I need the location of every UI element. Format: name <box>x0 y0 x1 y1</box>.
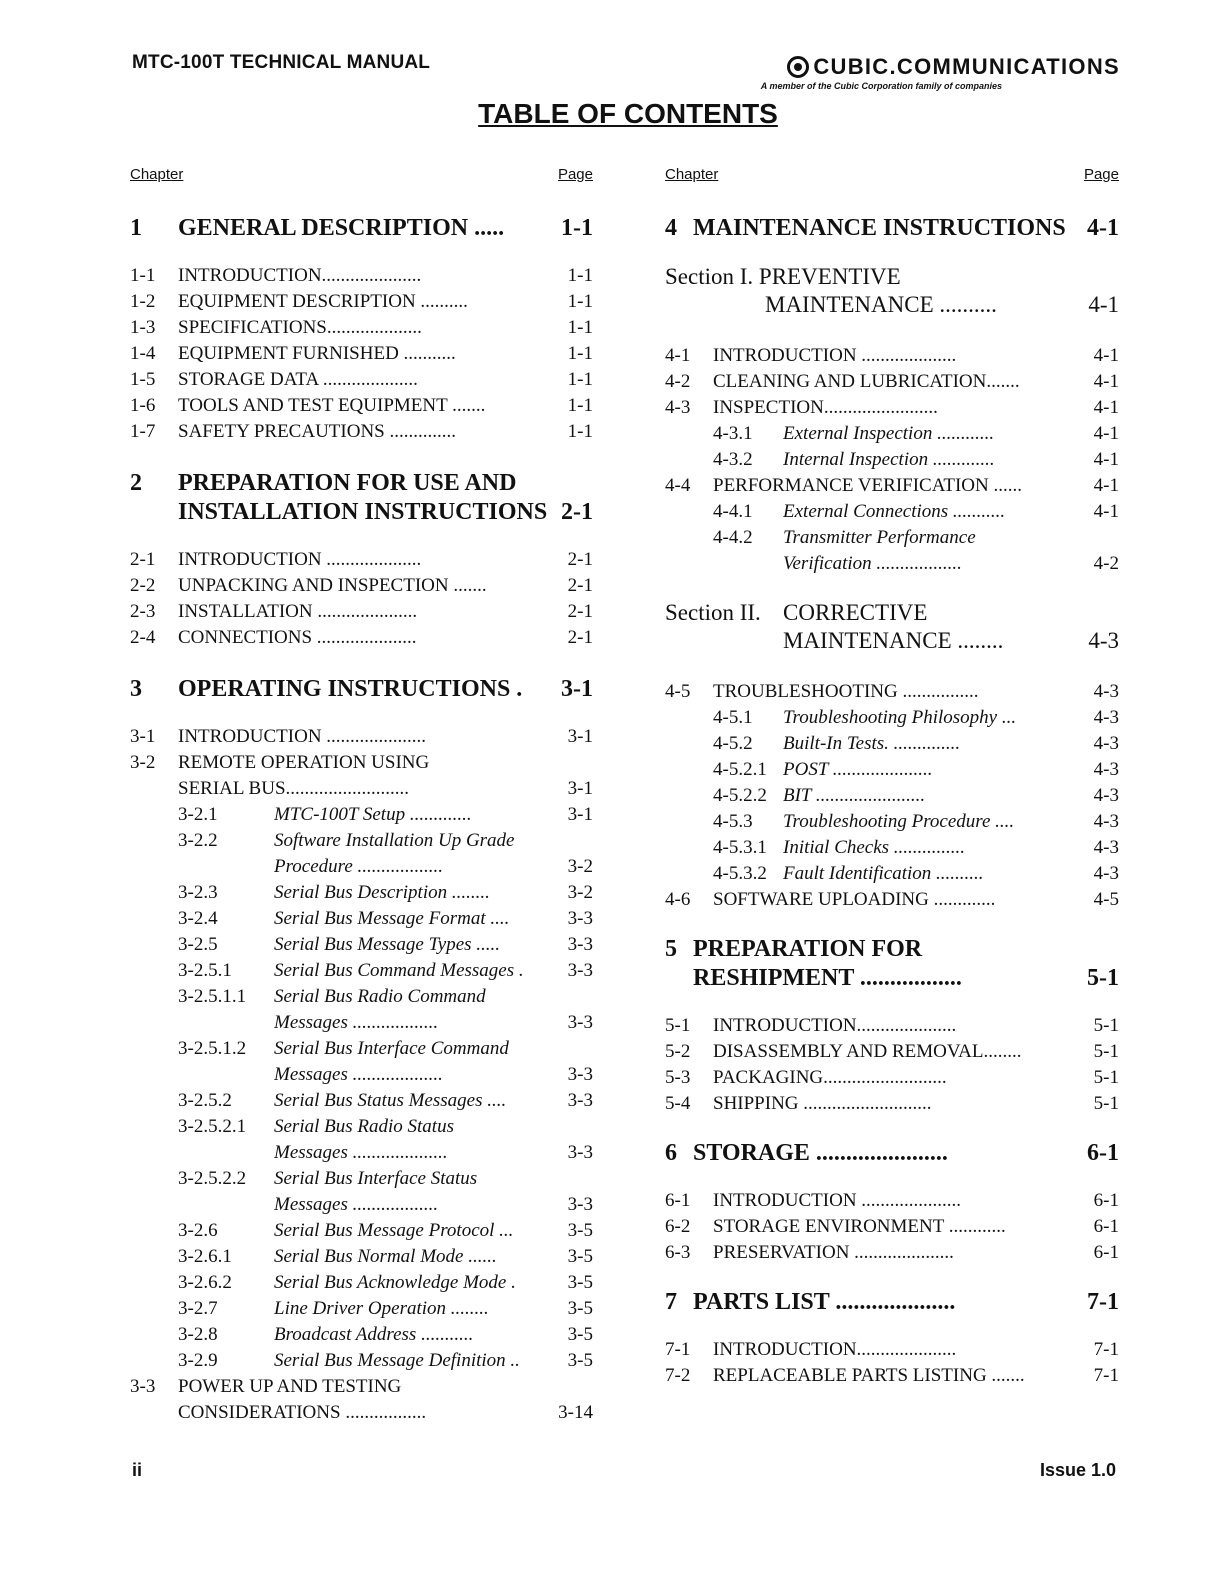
toc-entry <box>130 625 593 651</box>
entry-number: 4-4 <box>665 475 691 496</box>
entry-page: 4-1 <box>1093 501 1119 522</box>
entry-page: 1-1 <box>567 421 593 442</box>
entry-number: 4-5.1 <box>713 707 753 728</box>
entry-number: 6-1 <box>665 1190 691 1211</box>
entry-number: 5-1 <box>665 1015 691 1036</box>
toc-entry <box>130 315 593 341</box>
toc-subentry-continued: Verification .................. 4-2 <box>783 553 1119 574</box>
entry-number: 1-3 <box>130 317 156 338</box>
entry-number: 6-3 <box>665 1242 691 1263</box>
toc-entry <box>665 1214 1119 1240</box>
entry-title: DISASSEMBLY AND REMOVAL........ <box>713 1041 1022 1062</box>
entry-number: 4-5.2.2 <box>713 785 767 806</box>
entry-title: Built-In Tests. .............. <box>783 733 961 754</box>
chapter-title: OPERATING INSTRUCTIONS . <box>178 676 523 702</box>
chapter-5 <box>665 935 1119 993</box>
chapter-2-items <box>130 547 593 651</box>
entry-page: 5-1 <box>1093 1067 1119 1088</box>
entry-page: 4-3 <box>1093 811 1119 832</box>
brand-name: CUBIC.COMMUNICATIONS <box>813 54 1120 79</box>
entry-page: 4-1 <box>1093 345 1119 366</box>
toc-entry <box>665 1188 1119 1214</box>
entry-title: STORAGE DATA .................... <box>178 369 418 390</box>
chapter-title-line1: PREPARATION FOR USE AND <box>178 470 517 496</box>
toc-entry <box>665 369 1119 395</box>
chapter-title-line2: INSTALLATION INSTRUCTIONS <box>178 499 548 525</box>
toc-subentry <box>665 835 1119 861</box>
chapter-page: 5-1 <box>1087 965 1119 991</box>
entry-page: 4-3 <box>1093 837 1119 858</box>
entry-title: EQUIPMENT FURNISHED ........... <box>178 343 456 364</box>
toc-subentry: 3-2.3 Serial Bus Description ........ 3-2 <box>178 882 593 903</box>
entry-number: 4-5.2.1 <box>713 759 767 780</box>
chapter-4 <box>665 214 1119 243</box>
entry-title: TOOLS AND TEST EQUIPMENT ....... <box>178 395 486 416</box>
entry-title: INTRODUCTION..................... <box>178 265 422 286</box>
chapter-6 <box>665 1139 1119 1168</box>
toc-entry <box>665 1065 1119 1091</box>
toc-entry <box>665 473 1119 499</box>
entry-number: 4-5.3.2 <box>713 863 767 884</box>
column-header <box>665 162 1119 188</box>
page-header: Page <box>1083 166 1119 183</box>
chapter-page: 7-1 <box>1087 1289 1119 1315</box>
entry-page: 2-1 <box>567 601 593 622</box>
chapter-title: PARTS LIST .................... <box>693 1289 956 1315</box>
chapter-number: 6 <box>665 1140 677 1166</box>
entry-number: 7-1 <box>665 1339 691 1360</box>
chapter-7 <box>665 1288 1119 1317</box>
entry-page: 1-1 <box>567 291 593 312</box>
chapter-header: Chapter <box>130 166 184 183</box>
entry-page: 6-1 <box>1093 1242 1119 1263</box>
toc-subentry-continued: Messages ................... 3-3 <box>274 1064 593 1085</box>
entry-title: STORAGE ENVIRONMENT ............ <box>713 1216 1006 1237</box>
entry-page: 4-5 <box>1093 889 1119 910</box>
section-page: 4-1 <box>1088 292 1119 317</box>
entry-title: PERFORMANCE VERIFICATION ...... <box>713 475 1022 496</box>
entry-number: 4-6 <box>665 889 691 910</box>
toc-entry <box>130 573 593 599</box>
entry-page: 2-1 <box>567 627 593 648</box>
entry-page: 5-1 <box>1093 1015 1119 1036</box>
chapter-3-items <box>130 724 593 1426</box>
toc-entry <box>665 1039 1119 1065</box>
entry-page: 4-1 <box>1093 449 1119 470</box>
toc-subentry: 3-2.8 Broadcast Address ........... 3-5 <box>178 1324 593 1345</box>
chapter-number: 1 <box>130 215 142 241</box>
toc-subentry <box>665 499 1119 525</box>
chapter-1-items <box>130 263 593 445</box>
chapter-page: 1-1 <box>561 215 593 241</box>
toc-entry <box>130 419 593 445</box>
chapter-page: 2-1 <box>561 499 593 525</box>
entry-number: 5-3 <box>665 1067 691 1088</box>
brand-block <box>761 54 1120 91</box>
toc-subentry <box>665 809 1119 835</box>
section-title-line2-row <box>665 291 1119 319</box>
chapter-title <box>178 469 555 527</box>
entry-title: Internal Inspection ............. <box>783 449 995 470</box>
entry-page: 1-1 <box>567 265 593 286</box>
section-corrective <box>665 599 1119 655</box>
toc-subentry <box>665 757 1119 783</box>
toc-right-column <box>665 162 1119 1389</box>
entry-page: 4-1 <box>1093 371 1119 392</box>
entry-title: PRESERVATION ..................... <box>713 1242 954 1263</box>
entry-number: 1-1 <box>130 265 156 286</box>
entry-page: 1-1 <box>567 317 593 338</box>
section-label: Section II. <box>665 600 761 625</box>
toc-entry <box>665 1337 1119 1363</box>
issue-label: Issue 1.0 <box>1039 1460 1116 1480</box>
chapter-header: Chapter <box>665 166 719 183</box>
toc-subentry: 3-2.4 Serial Bus Message Format .... 3-3 <box>178 908 593 929</box>
entry-page: 1-1 <box>567 369 593 390</box>
cubic-logo-icon <box>787 56 809 78</box>
toc-subentry <box>665 861 1119 887</box>
chapter-number: 2 <box>130 470 142 496</box>
entry-number: 2-2 <box>130 575 156 596</box>
toc-subentry: 3-2.5.2.2 Serial Bus Interface Status <box>178 1168 478 1189</box>
entry-number: 5-4 <box>665 1093 691 1114</box>
entry-title: Troubleshooting Procedure .... <box>783 811 1015 832</box>
entry-number: 1-6 <box>130 395 156 416</box>
entry-page: 4-1 <box>1093 475 1119 496</box>
entry-title: EQUIPMENT DESCRIPTION .......... <box>178 291 468 312</box>
toc-entry-continued: SERIAL BUS.......................... 3-1 <box>178 778 593 799</box>
entry-page: 4-3 <box>1093 733 1119 754</box>
entry-number: 4-5.2 <box>713 733 753 754</box>
toc-subentry: 3-2.5.2 Serial Bus Status Messages .... 3-3 <box>178 1090 593 1111</box>
entry-title: PACKAGING.......................... <box>713 1067 947 1088</box>
chapter-page: 4-1 <box>1087 215 1119 241</box>
entry-number: 4-5 <box>665 681 691 702</box>
toc-entry <box>665 343 1119 369</box>
entry-number: 4-4.1 <box>713 501 753 522</box>
entry-title: POST ..................... <box>783 759 933 780</box>
entry-title: REPLACEABLE PARTS LISTING ....... <box>713 1365 1025 1386</box>
chapter-number: 3 <box>130 676 142 702</box>
toc-subentry: 3-2.9 Serial Bus Message Definition .. 3-5 <box>178 1350 593 1371</box>
entry-title: Initial Checks ............... <box>783 837 966 858</box>
toc-entry: 3-3 POWER UP AND TESTING <box>130 1376 402 1397</box>
section-title-line1: Section I. PREVENTIVE <box>665 264 901 289</box>
toc-subentry: 3-2.7 Line Driver Operation ........ 3-5 <box>178 1298 593 1319</box>
chapter-number: 4 <box>665 215 677 241</box>
toc-entry <box>130 599 593 625</box>
entry-number: 4-5.3 <box>713 811 753 832</box>
entry-number: 1-2 <box>130 291 156 312</box>
toc-entry <box>130 341 593 367</box>
section-title-line2-row <box>665 627 1119 655</box>
entry-page: 4-1 <box>1093 423 1119 444</box>
entry-title: INTRODUCTION .................... <box>178 549 422 570</box>
entry-title: Fault Identification .......... <box>783 863 984 884</box>
entry-page: 7-1 <box>1093 1365 1119 1386</box>
entry-title: SHIPPING ........................... <box>713 1093 932 1114</box>
manual-title: MTC-100T TECHNICAL MANUAL <box>132 52 431 73</box>
column-header <box>130 162 593 188</box>
entry-page: 1-1 <box>567 343 593 364</box>
entry-title: SAFETY PRECAUTIONS .............. <box>178 421 456 442</box>
entry-number: 2-1 <box>130 549 156 570</box>
chapter-number: 5 <box>665 936 677 962</box>
entry-page: 5-1 <box>1093 1093 1119 1114</box>
entry-number: 1-7 <box>130 421 156 442</box>
toc-subentry: 4-4.2 Transmitter Performance <box>713 527 976 548</box>
toc-subentry <box>665 783 1119 809</box>
toc-subentry: 3-2.5.2.1 Serial Bus Radio Status <box>178 1116 454 1137</box>
chapter-title: GENERAL DESCRIPTION ..... <box>178 215 505 241</box>
section-page: 4-3 <box>1088 628 1119 653</box>
toc-left-column <box>130 162 593 1426</box>
entry-number: 2-3 <box>130 601 156 622</box>
toc-subentry <box>665 421 1119 447</box>
toc-subentry-continued: Messages .................. 3-3 <box>274 1012 593 1033</box>
entry-title: BIT ....................... <box>783 785 926 806</box>
chapter-7-items <box>665 1337 1119 1389</box>
toc-entry <box>130 263 593 289</box>
entry-title: Troubleshooting Philosophy ... <box>783 707 1017 728</box>
entry-page: 2-1 <box>567 575 593 596</box>
entry-page: 2-1 <box>567 549 593 570</box>
entry-number: 4-5.3.1 <box>713 837 767 858</box>
chapter-number: 7 <box>665 1289 677 1315</box>
chapter-page: 3-1 <box>561 676 593 702</box>
entry-page: 7-1 <box>1093 1339 1119 1360</box>
toc-entry <box>665 1363 1119 1389</box>
toc-subentry: 3-2.5.1.2 Serial Bus Interface Command <box>178 1038 509 1059</box>
chapter-title: STORAGE ...................... <box>693 1140 948 1166</box>
entry-title: External Connections ........... <box>783 501 1006 522</box>
toc-entry <box>130 289 593 315</box>
toc-entry <box>665 1091 1119 1117</box>
page-header: Page <box>557 166 593 183</box>
entry-number: 7-2 <box>665 1365 691 1386</box>
chapter-page: 6-1 <box>1087 1140 1119 1166</box>
entry-title: UNPACKING AND INSPECTION ....... <box>178 575 487 596</box>
chapter-2 <box>130 469 593 527</box>
entry-number: 4-2 <box>665 371 691 392</box>
page-title: TABLE OF CONTENTS <box>478 98 778 129</box>
entry-title: CLEANING AND LUBRICATION....... <box>713 371 1020 392</box>
toc-entry <box>665 887 1119 913</box>
section-preventive <box>665 263 1119 319</box>
toc-subentry <box>665 731 1119 757</box>
entry-title: INTRODUCTION .................... <box>713 345 957 366</box>
entry-title: CONNECTIONS ..................... <box>178 627 417 648</box>
entry-page: 4-3 <box>1093 785 1119 806</box>
entry-number: 1-5 <box>130 369 156 390</box>
toc-subentry: 3-2.1 MTC-100T Setup ............. 3-1 <box>178 804 593 825</box>
chapter-1 <box>130 214 593 243</box>
entry-title: INTRODUCTION..................... <box>713 1339 957 1360</box>
entry-number: 4-3 <box>665 397 691 418</box>
toc-entry <box>665 679 1119 705</box>
toc-entry-continued: CONSIDERATIONS ................. 3-14 <box>178 1402 593 1423</box>
entry-title: INTRODUCTION ..................... <box>713 1190 962 1211</box>
entry-title: SPECIFICATIONS.................... <box>178 317 422 338</box>
chapter-3 <box>130 675 593 704</box>
entry-title: TROUBLESHOOTING ................ <box>713 681 979 702</box>
entry-number: 4-3.1 <box>713 423 753 444</box>
entry-number: 5-2 <box>665 1041 691 1062</box>
entry-page: 4-3 <box>1093 707 1119 728</box>
chapter-title <box>693 935 1081 993</box>
page-number: ii <box>132 1460 143 1480</box>
entry-title: INSTALLATION ..................... <box>178 601 418 622</box>
entry-page: 4-3 <box>1093 681 1119 702</box>
toc-subentry: 3-2.5.1 Serial Bus Command Messages . 3-3 <box>178 960 593 981</box>
toc-entry <box>665 395 1119 421</box>
toc-subentry: 3-2.6.2 Serial Bus Acknowledge Mode . 3-5 <box>178 1272 593 1293</box>
toc-entry <box>130 393 593 419</box>
entry-number: 1-4 <box>130 343 156 364</box>
toc-subentry-continued: Procedure .................. 3-2 <box>274 856 593 877</box>
toc-subentry-continued: Messages .................. 3-3 <box>274 1194 593 1215</box>
entry-page: 1-1 <box>567 395 593 416</box>
entry-title: External Inspection ............ <box>783 423 995 444</box>
entry-page: 4-3 <box>1093 759 1119 780</box>
toc-subentry: 3-2.2 Software Installation Up Grade <box>178 830 515 851</box>
section-title-line2: MAINTENANCE .......... <box>765 292 997 317</box>
entry-page: 4-3 <box>1093 863 1119 884</box>
chapter-5-items <box>665 1013 1119 1117</box>
entry-title: SOFTWARE UPLOADING ............. <box>713 889 996 910</box>
toc-subentry-continued: Messages .................... 3-3 <box>274 1142 593 1163</box>
toc-subentry <box>665 447 1119 473</box>
entry-number: 2-4 <box>130 627 156 648</box>
chapter-title-line2: RESHIPMENT ................. <box>693 965 962 991</box>
section-title-line2: MAINTENANCE ........ <box>783 628 1004 653</box>
toc-subentry: 3-2.6 Serial Bus Message Protocol ... 3-5 <box>178 1220 593 1241</box>
section-title-line1: CORRECTIVE <box>783 600 928 625</box>
entry-page: 4-1 <box>1093 397 1119 418</box>
section-1-items <box>665 343 1119 525</box>
brand-tagline: A member of the Cubic Corporation family of companies <box>760 81 1002 91</box>
entry-page: 6-1 <box>1093 1190 1119 1211</box>
entry-title: INSPECTION........................ <box>713 397 938 418</box>
entry-number: 4-1 <box>665 345 691 366</box>
chapter-title-line1: PREPARATION FOR <box>693 936 923 962</box>
chapter-6-items <box>665 1188 1119 1266</box>
entry-page: 5-1 <box>1093 1041 1119 1062</box>
entry-number: 6-2 <box>665 1216 691 1237</box>
toc-subentry: 3-2.5.1.1 Serial Bus Radio Command <box>178 986 486 1007</box>
toc-subentry <box>665 705 1119 731</box>
toc-subentry: 3-2.5 Serial Bus Message Types ..... 3-3 <box>178 934 593 955</box>
entry-page: 6-1 <box>1093 1216 1119 1237</box>
toc-entry: 3-2 REMOTE OPERATION USING <box>130 752 430 773</box>
toc-entry <box>665 1240 1119 1266</box>
toc-entry <box>130 367 593 393</box>
toc-subentry: 3-2.6.1 Serial Bus Normal Mode ...... 3-5 <box>178 1246 593 1267</box>
entry-title: INTRODUCTION..................... <box>713 1015 957 1036</box>
subsection-list <box>178 802 593 1374</box>
toc-entry <box>665 1013 1119 1039</box>
entry-number: 4-3.2 <box>713 449 753 470</box>
section-2-items <box>665 679 1119 913</box>
toc-entry: 3-1 INTRODUCTION ..................... 3-1 <box>130 726 593 747</box>
section-title-line1-row <box>665 599 1119 627</box>
chapter-title: MAINTENANCE INSTRUCTIONS <box>693 215 1066 241</box>
toc-entry <box>130 547 593 573</box>
